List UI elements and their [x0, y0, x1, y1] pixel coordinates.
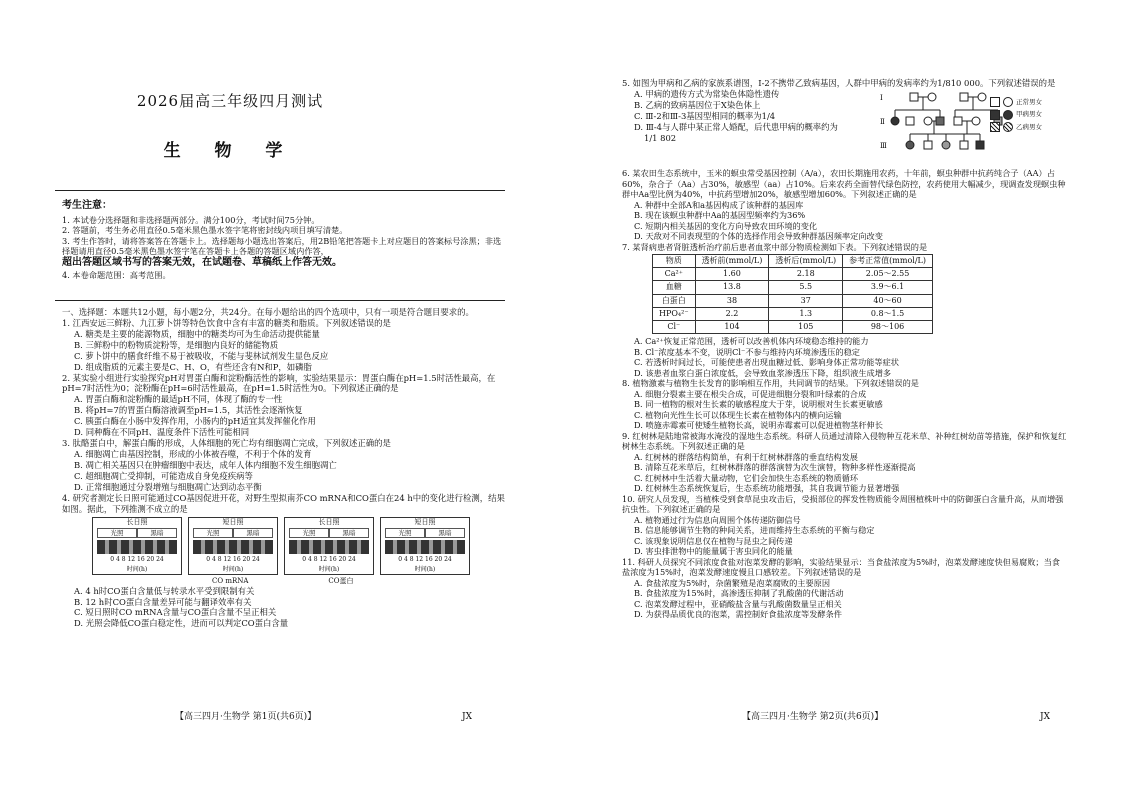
exam-title: 2026届高三年级四月测试 [136, 92, 324, 110]
time-axis-label: 时间(h) [222, 565, 244, 573]
notice-line: 3. 考生作答时，请将答案答在答题卡上。选择题每小题选出答案后，用2B铅笔把答题卡上对应题目的答案标号涂黑；非选择题请用直径0.5毫米黑色墨水签字笔在答题卡上各题的答题区域内作答， [62, 235, 502, 257]
blot-bands [97, 540, 177, 554]
table-cell: 0.8～1.5 [843, 307, 933, 320]
time-axis: 0 4 8 12 16 20 24 [398, 556, 452, 564]
table-cell: 白蛋白 [653, 294, 696, 307]
table-cell: 5.5 [769, 281, 843, 294]
option: D. 该患者血浆白蛋白浓度低，会导致血浆渗透压下降，组织液生成增多 [634, 367, 892, 378]
gen-label: Ⅰ [880, 94, 883, 102]
page-code-right: JX [1040, 712, 1051, 722]
notice-head: 考生注意： [62, 200, 112, 211]
notice-line: 超出答题区域书写的答案无效，在试题卷、草稿纸上作答无效。 [62, 256, 342, 268]
question-9: 9. 红树林是陆地常被海水淹没的湿地生态系统。科研人员通过清除入侵物种互花米草、补种红树幼苗等措施，保护和恢复红树林生态系统。下列叙述正确的是 [622, 430, 1067, 452]
table-cell: 40～60 [843, 294, 933, 307]
table-cell: 2.05～2.55 [843, 268, 933, 281]
option: A. 细胞分裂素主要在根尖合成，可促进细胞分裂和叶绿素的合成 [634, 388, 867, 399]
notice-line: 4. 本卷命题范围：高考范围。 [62, 269, 171, 280]
pedigree-legend [990, 96, 1042, 133]
table-cell: 104 [695, 321, 769, 334]
option: D. Ⅲ-4与人群中某正常人婚配，后代患甲病的概率约为 [634, 121, 838, 132]
option: A. 糖类是主要的能源物质，细胞中的糖类均可为生命活动提供能量 [74, 328, 320, 339]
disease-a-female-icon [1003, 110, 1013, 120]
male-symbol [924, 141, 932, 149]
time-axis: 0 4 8 12 16 20 24 [302, 556, 356, 564]
option: A. 食盐浓度为5%时，杂菌繁殖是泡菜腐败的主要原因 [634, 577, 831, 588]
question-8: 8. 植物激素与植物生长发育的影响相互作用，共同调节的结果。下列叙述错误的是 [622, 378, 919, 389]
panel-title: 长日照 [318, 517, 340, 526]
table-cell: 3.9～6.1 [843, 281, 933, 294]
panel-title: 长日照 [126, 517, 148, 526]
option: C. 萝卜饼中的膳食纤维不易于被吸收，不能与斐林试剂发生显色反应 [74, 350, 329, 361]
notice-line: 2. 答题前，考生务必用直径0.5毫米黑色墨水签字笔将密封线内项目填写清楚。 [62, 225, 348, 236]
blot-panel [284, 517, 374, 575]
section-heading: 一、选择题：本题共12小题，每小题2分，共24分。在每小题给出的四个选项中，只有一项是符合题目要求的。 [62, 307, 474, 317]
female-symbol [928, 93, 936, 101]
light-tag: 光照 [385, 528, 425, 538]
blot-figure [92, 517, 507, 575]
option: D. 喷施赤霉素可使矮生植物长高，说明赤霉素可以促进植物茎秆伸长 [634, 420, 883, 431]
question-1: 1. 江西安远三鲜粉、九江萝卜饼等特色饮食中含有丰富的糖类和脂质。下列叙述错误的是 [62, 317, 391, 328]
divider-bottom [55, 300, 505, 301]
option: D. 为获得品质优良的泡菜，需控制好食盐浓度等发酵条件 [634, 609, 842, 620]
male-symbol [954, 117, 962, 125]
table-row [653, 268, 933, 281]
question-10: 10. 研究人员发现，当植株受到食草昆虫攻击后，受损部位的挥发性物质能令周围植株叶中的防御蛋白含量升高，从而增强抗虫性。下列叙述正确的是 [622, 493, 1064, 515]
time-axis-label: 时间(h) [414, 565, 436, 573]
light-tag: 光照 [193, 528, 233, 538]
table-cell: 13.8 [695, 281, 769, 294]
page-code-left: JX [462, 712, 473, 722]
table-header-row [653, 255, 933, 268]
option: B. 将pH=7的胃蛋白酶溶液调至pH=1.5，其活性会逐渐恢复 [74, 405, 303, 416]
time-axis: 0 4 8 12 16 20 24 [110, 556, 164, 564]
option: A. 胃蛋白酶和淀粉酶的最适pH不同，体现了酶的专一性 [74, 394, 283, 405]
table-header: 透析后(mmol/L) [769, 255, 843, 268]
female-symbol [906, 141, 914, 149]
table-header: 参考正常值(mmol/L) [843, 255, 933, 268]
option: D. 同种酶在不同pH、温度条件下活性可能相同 [74, 427, 250, 438]
table-cell: Ca²⁺ [653, 268, 696, 281]
option: A. 植物通过行为信息向周围个体传递防御信号 [634, 514, 801, 525]
option: A. 种群中全部A和a基因构成了该种群的基因库 [634, 199, 804, 210]
option: A. 细胞凋亡由基因控制，形成的小体被吞噬，不利于个体的发育 [74, 448, 312, 459]
legend-label: 正常男女 [1016, 98, 1042, 106]
option: B. Cl⁻浓度基本不变，说明Cl⁻不参与维持内环境渗透压的稳定 [634, 346, 860, 357]
option: A. 甲病的遗传方式为常染色体隐性遗传 [634, 88, 780, 99]
table-cell: HPO₄²⁻ [653, 307, 696, 320]
table-header: 透析前(mmol/L) [695, 255, 769, 268]
time-axis-label: 时间(h) [318, 565, 340, 573]
question-2: 2. 某实验小组进行实验探究pH对胃蛋白酶和淀粉酶活性的影响，实验结果显示：胃蛋白酶在pH=1.5时活性最高，在pH=7时活性为0；淀粉酶在pH=6时活性最高，在pH=1.5时活性为0。下列叙述正确的是 [62, 372, 496, 394]
legend-label: 甲病男女 [1016, 110, 1042, 119]
figure-captions [212, 577, 507, 586]
option: B. 12 h时CO蛋白含量差异可能与翻译效率有关 [74, 596, 252, 607]
normal-male-icon [990, 97, 1000, 107]
disease-b-male-icon [990, 122, 1000, 132]
dark-tag: 黑暗 [233, 528, 273, 538]
table-row [653, 321, 933, 334]
option: C. 胰蛋白酶在小肠中发挥作用，小肠内的pH适宜其发挥催化作用 [74, 416, 316, 427]
blot-panel [92, 517, 182, 575]
option: D. 红树林生态系统恢复后，生态系统功能增强，其自我调节能力显著增强 [634, 483, 900, 494]
female-symbol [942, 141, 950, 149]
divider-top [55, 190, 505, 191]
question-4: 4. 研究者测定长日照可能通过CO基因促进开花，对野生型拟南芥CO mRNA和CO蛋白在24 h中的变化进行检测，结果如图。据此，下列推测不成立的是 [62, 492, 505, 514]
time-axis-label: 时间(h) [126, 565, 148, 573]
option: B. 同一植物的根对生长素的敏感程度大于芽，说明根对生长素更敏感 [634, 399, 883, 410]
gen-label: Ⅲ [880, 142, 887, 150]
blot-panel [188, 517, 278, 575]
caption-mrna: CO mRNA [212, 576, 249, 585]
female-symbol [972, 117, 980, 125]
question-7: 7. 某肾病患者肾脏透析治疗前后患者血浆中部分物质检测如下表。下列叙述错误的是 [622, 241, 928, 252]
time-axis: 0 4 8 12 16 20 24 [206, 556, 260, 564]
option: B. 信息能够调节生物的种间关系，进而维持生态系统的平衡与稳定 [634, 525, 875, 536]
option: B. 乙病的致病基因位于X染色体上 [634, 99, 761, 110]
table-row [653, 281, 933, 294]
table-cell: 38 [695, 294, 769, 307]
option: B. 现在该螟虫种群中Aa的基因型频率约为36% [634, 210, 806, 220]
table-cell: 37 [769, 294, 843, 307]
male-symbol [960, 141, 968, 149]
option: B. 清除互花米草后，红树林群落的群落演替为次生演替，物种多样性逐渐提高 [634, 462, 916, 473]
table-cell: 2.2 [695, 307, 769, 320]
page-footer-right: 【高三四月·生物学 第2页(共6页)】 [742, 712, 884, 722]
option: D. 天敌对不同表现型的个体的选择作用会导致种群基因频率定向改变 [634, 231, 883, 241]
table-cell: 98～106 [843, 321, 933, 334]
question-3: 3. 肽酪蛋白中，解蛋白酶的形成，人体细胞的死亡均有细胞凋亡完成，下列叙述正确的是 [62, 438, 391, 449]
question-11: 11. 科研人员探究不同浓度食盐对泡菜发酵的影响，实验结果显示：当食盐浓度为5%时，泡菜发酵速度快但易腐败；当食盐浓度为15%时，泡菜发酵速度慢且口感较差。下列叙述错误的是 [622, 556, 1060, 578]
option: C. 超细胞凋亡受抑制，可能造成自身免疫疾病等 [74, 470, 253, 481]
male-symbol [906, 117, 914, 125]
option: C. Ⅲ-2和Ⅲ-3基因型相同的概率为1/4 [634, 110, 776, 121]
option: B. 凋亡相关基因只在肿瘤细胞中表达，成年人体内细胞不发生细胞凋亡 [74, 459, 337, 470]
blot-bands [289, 540, 369, 554]
option: D. 组成脂质的元素主要是C、H、O，有些还含有N和P，如磷脂 [74, 361, 312, 372]
table-cell: 2.18 [769, 268, 843, 281]
dark-tag: 黑暗 [425, 528, 465, 538]
table-cell: 105 [769, 321, 843, 334]
option: B. 食盐浓度为15%时，高渗透压抑制了乳酸菌的代谢活动 [634, 588, 844, 599]
subject-title: 生 物 学 [163, 141, 297, 161]
option: C. 植物向光性生长可以体现生长素在植物体内的横向运输 [634, 409, 842, 420]
option: A. Ca²⁺恢复正常范围，透析可以改善机体内环境稳态维持的能力 [634, 336, 869, 347]
table-cell: 1.3 [769, 307, 843, 320]
exam-notice [62, 200, 502, 280]
panel-title: 短日照 [222, 517, 244, 526]
male-symbol [910, 93, 918, 101]
dialysis-table [652, 254, 933, 334]
question-6: 6. 某农田生态系统中，玉米的螟虫常受基因控制（A/a），农田长期施用农药，十年前，螟虫种群中抗药纯合子（AA）占60%，杂合子（Aa）占30%，敏感型（aa）占10%。后来农药全面替代绿色防控，农药使用大幅减少，现调查发现螟虫种群中Aa型比例为40%，中抗药型增加20%，敏感型增加60%。下列叙述正确的是 [622, 168, 1066, 199]
option: A. 4 h时CO蛋白含量低与转录水平受到限制有关 [74, 585, 255, 596]
right-questions [622, 168, 1067, 620]
option: B. 三鲜粉中的粉物质淀粉等，是细胞内良好的储能物质 [74, 339, 279, 350]
legend-label: 乙病男女 [1016, 122, 1042, 131]
option: D. 光照会降低CO蛋白稳定性，进而可以判定CO蛋白含量 [74, 618, 289, 629]
table-header: 物质 [653, 255, 696, 268]
disease-a-male-icon [990, 110, 1000, 120]
caption-protein: CO蛋白 [328, 576, 354, 585]
male-symbol [936, 117, 944, 125]
question-5: 5. 如图为甲病和乙病的家族系谱图，Ⅰ-2不携带乙致病基因，人群中甲病的发病率约为1/810 000。下列叙述错误的是 [622, 78, 1056, 88]
blot-bands [385, 540, 465, 554]
option: C. 若透析时间过长，可能使患者出现血糖过低、影响身体正常功能等症状 [634, 357, 899, 368]
female-symbol [891, 117, 899, 125]
table-cell: 血糖 [653, 281, 696, 294]
light-tag: 光照 [97, 528, 137, 538]
dark-tag: 黑暗 [137, 528, 177, 538]
dark-tag: 黑暗 [329, 528, 369, 538]
notice-line: 1. 本试卷分选择题和非选择题两部分。满分100分，考试时间75分钟。 [62, 214, 320, 225]
normal-female-icon [1003, 97, 1013, 107]
table-cell: Cl⁻ [653, 321, 696, 334]
panel-title: 短日照 [414, 517, 436, 526]
option: A. 红树林的群落结构简单，有利于红树林群落的垂直结构发展 [634, 451, 858, 462]
blot-bands [193, 540, 273, 554]
option: C. 泡菜发酵过程中，亚硝酸盐含量与乳酸菌数量呈正相关 [634, 598, 842, 609]
gen-label: Ⅱ [880, 118, 885, 126]
table-row [653, 307, 933, 320]
table-cell: 1.60 [695, 268, 769, 281]
option-continued: 1/1 802 [644, 132, 677, 143]
option: D. 正常细胞通过分裂增殖与细胞凋亡达到动态平衡 [74, 481, 262, 492]
blot-panel [380, 517, 470, 575]
option: C. 短期内相关基因的变化方向导致农田环境的变化 [634, 220, 818, 231]
female-symbol [924, 117, 932, 125]
page-footer-left: 【高三四月·生物学 第1页(共6页)】 [175, 712, 317, 722]
male-symbol [960, 93, 968, 101]
female-symbol [978, 93, 986, 101]
table-row [653, 294, 933, 307]
male-symbol [976, 141, 984, 149]
option: C. 红树林中生活着大量动物，它们会加快生态系统的物质循环 [634, 472, 859, 483]
option: C. 短日照时CO mRNA含量与CO蛋白含量不呈正相关 [74, 607, 277, 618]
left-questions [62, 307, 507, 629]
option: D. 害虫排泄物中的能量属于害虫同化的能量 [634, 546, 793, 557]
disease-b-female-icon [1003, 122, 1013, 132]
option: C. 该现象说明信息仅在植物与昆虫之间传递 [634, 535, 793, 546]
light-tag: 光照 [289, 528, 329, 538]
